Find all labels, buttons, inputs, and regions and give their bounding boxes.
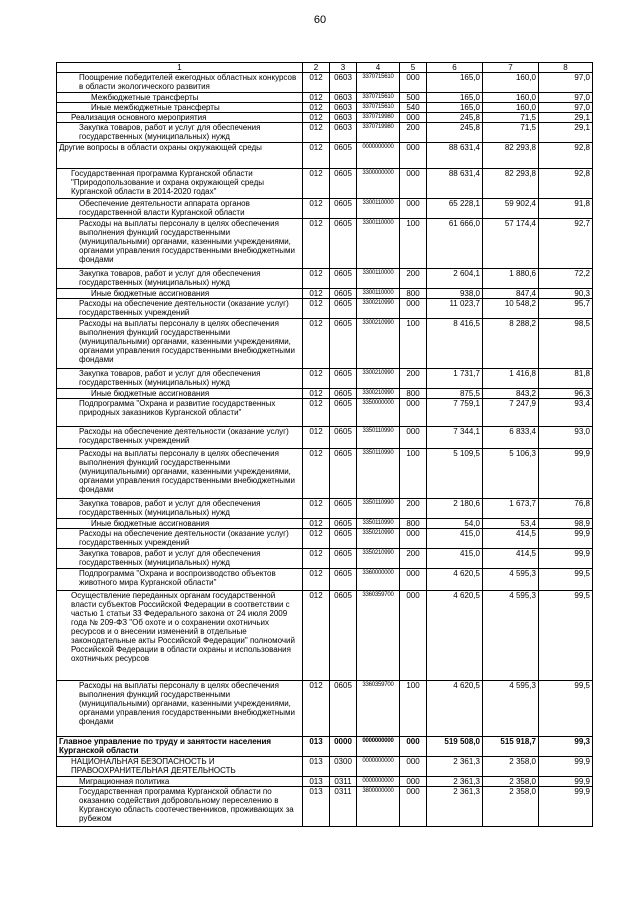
table-row xyxy=(57,219,593,269)
row-fact: 10 548,2 xyxy=(483,299,539,319)
row-csr: 3350110990 xyxy=(357,427,400,449)
row-name: Межбюджетные трансферты xyxy=(57,93,303,103)
row-percent: 81,8 xyxy=(539,369,593,389)
table-row xyxy=(57,549,593,569)
table-header-row xyxy=(57,63,593,73)
row-percent: 92,8 xyxy=(539,169,593,199)
row-name: Расходы на выплаты персоналу в целях обеспечения выполнения функций государственными (муниципальными) органами, казенными учреждениями, органами управления государственными внебюджетными фондами xyxy=(57,219,303,269)
row-name: Расходы на обеспечение деятельности (оказание услуг) государственных учреждений xyxy=(57,299,303,319)
row-razdel: 0605 xyxy=(330,319,357,369)
row-glava: 012 xyxy=(303,427,330,449)
row-name: Другие вопросы в области охраны окружающей среды xyxy=(57,143,303,169)
row-fact: 414,5 xyxy=(483,549,539,569)
row-percent: 93,4 xyxy=(539,399,593,427)
row-razdel: 0605 xyxy=(330,169,357,199)
row-vr: 200 xyxy=(400,123,427,143)
row-csr: 3350110990 xyxy=(357,449,400,499)
row-plan: 88 631,4 xyxy=(427,143,483,169)
row-fact: 843,2 xyxy=(483,389,539,399)
row-fact: 82 293,8 xyxy=(483,143,539,169)
row-razdel: 0605 xyxy=(330,219,357,269)
row-vr: 000 xyxy=(400,787,427,827)
row-glava: 012 xyxy=(303,449,330,499)
row-glava: 012 xyxy=(303,143,330,169)
row-fact: 4 595,3 xyxy=(483,681,539,737)
row-percent: 92,8 xyxy=(539,143,593,169)
row-plan: 2 604,1 xyxy=(427,269,483,289)
row-fact: 515 918,7 xyxy=(483,737,539,757)
row-fact: 847,4 xyxy=(483,289,539,299)
row-razdel: 0603 xyxy=(330,123,357,143)
row-glava: 012 xyxy=(303,681,330,737)
row-vr: 200 xyxy=(400,549,427,569)
row-plan: 4 620,5 xyxy=(427,569,483,591)
row-name: Государственная программа Курганской области по оказанию содействия добровольному переселению в Курганскую область соотечественников, проживающих за рубежом xyxy=(57,787,303,827)
row-percent: 76,8 xyxy=(539,499,593,519)
row-percent: 95,7 xyxy=(539,299,593,319)
row-fact: 7 247,9 xyxy=(483,399,539,427)
row-csr: 3300110000 xyxy=(357,289,400,299)
row-csr: 3300110000 xyxy=(357,269,400,289)
row-glava: 012 xyxy=(303,549,330,569)
row-percent: 91,8 xyxy=(539,199,593,219)
row-fact: 71,5 xyxy=(483,113,539,123)
row-glava: 012 xyxy=(303,219,330,269)
table-row xyxy=(57,289,593,299)
row-percent: 99,3 xyxy=(539,737,593,757)
column-header: 7 xyxy=(483,63,539,73)
row-razdel: 0603 xyxy=(330,113,357,123)
row-plan: 2 180,6 xyxy=(427,499,483,519)
column-header: 1 xyxy=(57,63,303,73)
row-percent: 98,5 xyxy=(539,319,593,369)
row-fact: 1 416,8 xyxy=(483,369,539,389)
row-glava: 012 xyxy=(303,369,330,389)
row-vr: 100 xyxy=(400,319,427,369)
row-razdel: 0605 xyxy=(330,427,357,449)
row-csr: 3350000000 xyxy=(357,399,400,427)
table-row xyxy=(57,143,593,169)
row-vr: 000 xyxy=(400,299,427,319)
row-plan: 54,0 xyxy=(427,519,483,529)
row-plan: 2 361,3 xyxy=(427,777,483,787)
table-row xyxy=(57,519,593,529)
row-razdel: 0605 xyxy=(330,499,357,519)
row-percent: 99,9 xyxy=(539,449,593,499)
table-row xyxy=(57,449,593,499)
row-percent: 99,9 xyxy=(539,549,593,569)
table-row xyxy=(57,787,593,827)
row-razdel: 0605 xyxy=(330,199,357,219)
row-percent: 29,1 xyxy=(539,113,593,123)
row-fact: 57 174,4 xyxy=(483,219,539,269)
row-csr: 3370715610 xyxy=(357,73,400,93)
table-row xyxy=(57,93,593,103)
row-percent: 97,0 xyxy=(539,93,593,103)
row-glava: 012 xyxy=(303,73,330,93)
row-csr: 3350110990 xyxy=(357,499,400,519)
row-name: Закупка товаров, работ и услуг для обеспечения государственных (муниципальных) нужд xyxy=(57,123,303,143)
row-csr: 0000000000 xyxy=(357,737,400,757)
row-percent: 99,5 xyxy=(539,569,593,591)
row-name: Поощрение победителей ежегодных областных конкурсов в области экологического развития xyxy=(57,73,303,93)
row-glava: 012 xyxy=(303,399,330,427)
row-name: Миграционная политика xyxy=(57,777,303,787)
row-name: Осуществление переданных органам государственной власти субъектов Российской Федерации в соответствии с частью 1 статьи 33 Федерального закона от 24 июля 2009 года № 209-ФЗ "Об охоте и о сохранении охотничьих ресурсов и о внесении изменений в отдельные законодательные акты Российской Федерации" полномочий Российской Федерации в области охраны и использования охотничьих ресурсов xyxy=(57,591,303,681)
row-plan: 11 023,7 xyxy=(427,299,483,319)
table-row xyxy=(57,681,593,737)
row-razdel: 0605 xyxy=(330,289,357,299)
row-razdel: 0300 xyxy=(330,757,357,777)
row-csr: 3300210990 xyxy=(357,299,400,319)
row-fact: 82 293,8 xyxy=(483,169,539,199)
table-row xyxy=(57,269,593,289)
row-vr: 540 xyxy=(400,103,427,113)
row-plan: 165,0 xyxy=(427,73,483,93)
row-vr: 200 xyxy=(400,369,427,389)
row-name: Реализация основного мероприятия xyxy=(57,113,303,123)
row-glava: 012 xyxy=(303,103,330,113)
row-glava: 012 xyxy=(303,199,330,219)
row-csr: 3370719980 xyxy=(357,113,400,123)
row-razdel: 0605 xyxy=(330,569,357,591)
row-plan: 415,0 xyxy=(427,549,483,569)
row-vr: 800 xyxy=(400,519,427,529)
row-glava: 013 xyxy=(303,777,330,787)
row-razdel: 0311 xyxy=(330,777,357,787)
budget-table xyxy=(56,62,593,827)
row-percent: 99,9 xyxy=(539,777,593,787)
row-csr: 3360359700 xyxy=(357,681,400,737)
row-fact: 6 833,4 xyxy=(483,427,539,449)
row-name: Обеспечение деятельности аппарата органов государственной власти Курганской области xyxy=(57,199,303,219)
table-row xyxy=(57,113,593,123)
row-plan: 165,0 xyxy=(427,103,483,113)
row-plan: 245,8 xyxy=(427,123,483,143)
row-glava: 012 xyxy=(303,519,330,529)
row-name: Закупка товаров, работ и услуг для обеспечения государственных (муниципальных) нужд xyxy=(57,499,303,519)
table-row xyxy=(57,369,593,389)
table-row xyxy=(57,399,593,427)
row-csr: 3300210990 xyxy=(357,319,400,369)
row-glava: 012 xyxy=(303,389,330,399)
row-vr: 000 xyxy=(400,427,427,449)
row-vr: 100 xyxy=(400,219,427,269)
row-name: Главное управление по труду и занятости населения Курганской области xyxy=(57,737,303,757)
table-row xyxy=(57,737,593,757)
row-percent: 99,9 xyxy=(539,757,593,777)
row-plan: 61 666,0 xyxy=(427,219,483,269)
row-percent: 72,2 xyxy=(539,269,593,289)
row-csr: 3350110990 xyxy=(357,519,400,529)
row-plan: 415,0 xyxy=(427,529,483,549)
row-glava: 012 xyxy=(303,591,330,681)
row-name: НАЦИОНАЛЬНАЯ БЕЗОПАСНОСТЬ И ПРАВООХРАНИТЕЛЬНАЯ ДЕЯТЕЛЬНОСТЬ xyxy=(57,757,303,777)
row-glava: 013 xyxy=(303,757,330,777)
row-vr: 000 xyxy=(400,757,427,777)
row-vr: 000 xyxy=(400,143,427,169)
table-row xyxy=(57,427,593,449)
row-vr: 000 xyxy=(400,529,427,549)
column-header: 4 xyxy=(357,63,400,73)
row-fact: 1 880,6 xyxy=(483,269,539,289)
row-glava: 013 xyxy=(303,737,330,757)
row-razdel: 0605 xyxy=(330,591,357,681)
row-name: Расходы на обеспечение деятельности (оказание услуг) государственных учреждений xyxy=(57,427,303,449)
row-fact: 160,0 xyxy=(483,73,539,93)
row-glava: 012 xyxy=(303,93,330,103)
row-plan: 65 228,1 xyxy=(427,199,483,219)
row-fact: 160,0 xyxy=(483,93,539,103)
row-vr: 800 xyxy=(400,289,427,299)
row-glava: 012 xyxy=(303,269,330,289)
row-razdel: 0311 xyxy=(330,787,357,827)
row-razdel: 0603 xyxy=(330,73,357,93)
row-glava: 012 xyxy=(303,169,330,199)
row-fact: 1 673,7 xyxy=(483,499,539,519)
row-name: Закупка товаров, работ и услуг для обеспечения государственных (муниципальных) нужд xyxy=(57,369,303,389)
row-csr: 3370715610 xyxy=(357,103,400,113)
row-fact: 4 595,3 xyxy=(483,591,539,681)
row-glava: 012 xyxy=(303,123,330,143)
row-percent: 99,5 xyxy=(539,591,593,681)
row-plan: 2 361,3 xyxy=(427,787,483,827)
row-vr: 000 xyxy=(400,591,427,681)
table-row xyxy=(57,73,593,93)
column-header: 2 xyxy=(303,63,330,73)
table-row xyxy=(57,499,593,519)
row-vr: 000 xyxy=(400,399,427,427)
table-row xyxy=(57,299,593,319)
row-fact: 59 902,4 xyxy=(483,199,539,219)
row-razdel: 0000 xyxy=(330,737,357,757)
page-number: 60 xyxy=(313,14,327,26)
row-name: Иные межбюджетные трансферты xyxy=(57,103,303,113)
row-fact: 2 358,0 xyxy=(483,777,539,787)
row-csr: 3360359700 xyxy=(357,591,400,681)
row-plan: 4 620,5 xyxy=(427,591,483,681)
row-plan: 5 109,5 xyxy=(427,449,483,499)
row-plan: 7 759,1 xyxy=(427,399,483,427)
row-plan: 7 344,1 xyxy=(427,427,483,449)
row-csr: 3300210990 xyxy=(357,389,400,399)
row-glava: 013 xyxy=(303,787,330,827)
row-csr: 3300110000 xyxy=(357,219,400,269)
row-percent: 93,0 xyxy=(539,427,593,449)
row-razdel: 0605 xyxy=(330,389,357,399)
row-plan: 1 731,7 xyxy=(427,369,483,389)
row-plan: 4 620,5 xyxy=(427,681,483,737)
row-csr: 3300210990 xyxy=(357,369,400,389)
row-csr: 3300110000 xyxy=(357,199,400,219)
row-percent: 99,5 xyxy=(539,681,593,737)
row-fact: 4 595,3 xyxy=(483,569,539,591)
row-csr: 0000000000 xyxy=(357,143,400,169)
row-percent: 99,9 xyxy=(539,787,593,827)
row-csr: 3300000000 xyxy=(357,169,400,199)
row-glava: 012 xyxy=(303,569,330,591)
row-percent: 90,3 xyxy=(539,289,593,299)
row-csr: 3350210990 xyxy=(357,529,400,549)
row-name: Закупка товаров, работ и услуг для обеспечения государственных (муниципальных) нужд xyxy=(57,549,303,569)
row-plan: 938,0 xyxy=(427,289,483,299)
row-glava: 012 xyxy=(303,499,330,519)
row-glava: 012 xyxy=(303,319,330,369)
row-plan: 165,0 xyxy=(427,93,483,103)
row-plan: 2 361,3 xyxy=(427,757,483,777)
row-name: Подпрограмма "Охрана и развитие государственных природных заказников Курганской области" xyxy=(57,399,303,427)
row-fact: 2 358,0 xyxy=(483,787,539,827)
row-csr: 0000000000 xyxy=(357,777,400,787)
row-razdel: 0603 xyxy=(330,103,357,113)
row-name: Иные бюджетные ассигнования xyxy=(57,389,303,399)
row-csr: 3370715610 xyxy=(357,93,400,103)
row-glava: 012 xyxy=(303,299,330,319)
table-row xyxy=(57,777,593,787)
row-razdel: 0605 xyxy=(330,529,357,549)
row-vr: 200 xyxy=(400,269,427,289)
row-razdel: 0605 xyxy=(330,269,357,289)
row-name: Подпрограмма "Охрана и воспроизводство объектов животного мира Курганской области" xyxy=(57,569,303,591)
row-razdel: 0605 xyxy=(330,399,357,427)
table-row xyxy=(57,389,593,399)
row-razdel: 0605 xyxy=(330,143,357,169)
table-row xyxy=(57,123,593,143)
row-razdel: 0603 xyxy=(330,93,357,103)
row-percent: 92,7 xyxy=(539,219,593,269)
row-vr: 000 xyxy=(400,73,427,93)
row-csr: 3350210990 xyxy=(357,549,400,569)
table-row xyxy=(57,569,593,591)
row-fact: 2 358,0 xyxy=(483,757,539,777)
row-csr: 3360000000 xyxy=(357,569,400,591)
row-vr: 200 xyxy=(400,499,427,519)
row-glava: 012 xyxy=(303,289,330,299)
column-header: 3 xyxy=(330,63,357,73)
column-header: 6 xyxy=(427,63,483,73)
row-name: Иные бюджетные ассигнования xyxy=(57,519,303,529)
row-razdel: 0605 xyxy=(330,549,357,569)
row-vr: 000 xyxy=(400,169,427,199)
row-vr: 100 xyxy=(400,449,427,499)
row-name: Иные бюджетные ассигнования xyxy=(57,289,303,299)
table-row xyxy=(57,529,593,549)
row-csr: 0000000000 xyxy=(357,757,400,777)
table-row xyxy=(57,757,593,777)
row-name: Расходы на выплаты персоналу в целях обеспечения выполнения функций государственными (муниципальными) органами, казенными учреждениями, органами управления государственными внебюджетными фондами xyxy=(57,319,303,369)
row-fact: 414,5 xyxy=(483,529,539,549)
row-razdel: 0605 xyxy=(330,681,357,737)
row-plan: 88 631,4 xyxy=(427,169,483,199)
row-vr: 000 xyxy=(400,199,427,219)
row-name: Расходы на выплаты персоналу в целях обеспечения выполнения функций государственными (муниципальными) органами, казенными учреждениями, органами управления государственными внебюджетными фондами xyxy=(57,449,303,499)
row-vr: 000 xyxy=(400,113,427,123)
row-csr: 3800000000 xyxy=(357,787,400,827)
table-row xyxy=(57,103,593,113)
column-header: 5 xyxy=(400,63,427,73)
row-razdel: 0605 xyxy=(330,519,357,529)
row-razdel: 0605 xyxy=(330,299,357,319)
table-row xyxy=(57,319,593,369)
row-vr: 000 xyxy=(400,777,427,787)
row-percent: 29,1 xyxy=(539,123,593,143)
row-vr: 000 xyxy=(400,569,427,591)
row-vr: 500 xyxy=(400,93,427,103)
row-fact: 53,4 xyxy=(483,519,539,529)
table-row xyxy=(57,169,593,199)
row-vr: 800 xyxy=(400,389,427,399)
row-percent: 98,9 xyxy=(539,519,593,529)
row-plan: 8 416,5 xyxy=(427,319,483,369)
row-vr: 000 xyxy=(400,737,427,757)
row-fact: 8 288,2 xyxy=(483,319,539,369)
row-percent: 97,0 xyxy=(539,73,593,93)
row-glava: 012 xyxy=(303,113,330,123)
row-plan: 519 508,0 xyxy=(427,737,483,757)
row-vr: 100 xyxy=(400,681,427,737)
row-name: Расходы на обеспечение деятельности (оказание услуг) государственных учреждений xyxy=(57,529,303,549)
table-row xyxy=(57,591,593,681)
row-name: Государственная программа Курганской области "Природопользование и охрана окружающей среды Курганской области в 2014-2020 годах" xyxy=(57,169,303,199)
row-fact: 71,5 xyxy=(483,123,539,143)
column-header: 8 xyxy=(539,63,593,73)
row-csr: 3370719980 xyxy=(357,123,400,143)
row-name: Расходы на выплаты персоналу в целях обеспечения выполнения функций государственными (муниципальными) органами, казенными учреждениями, органами управления государственными внебюджетными фондами xyxy=(57,681,303,737)
row-percent: 99,9 xyxy=(539,529,593,549)
row-percent: 97,0 xyxy=(539,103,593,113)
row-fact: 5 106,3 xyxy=(483,449,539,499)
table-row xyxy=(57,199,593,219)
row-percent: 96,3 xyxy=(539,389,593,399)
row-plan: 245,8 xyxy=(427,113,483,123)
row-name: Закупка товаров, работ и услуг для обеспечения государственных (муниципальных) нужд xyxy=(57,269,303,289)
row-glava: 012 xyxy=(303,529,330,549)
row-razdel: 0605 xyxy=(330,369,357,389)
row-razdel: 0605 xyxy=(330,449,357,499)
row-plan: 875,5 xyxy=(427,389,483,399)
row-fact: 160,0 xyxy=(483,103,539,113)
